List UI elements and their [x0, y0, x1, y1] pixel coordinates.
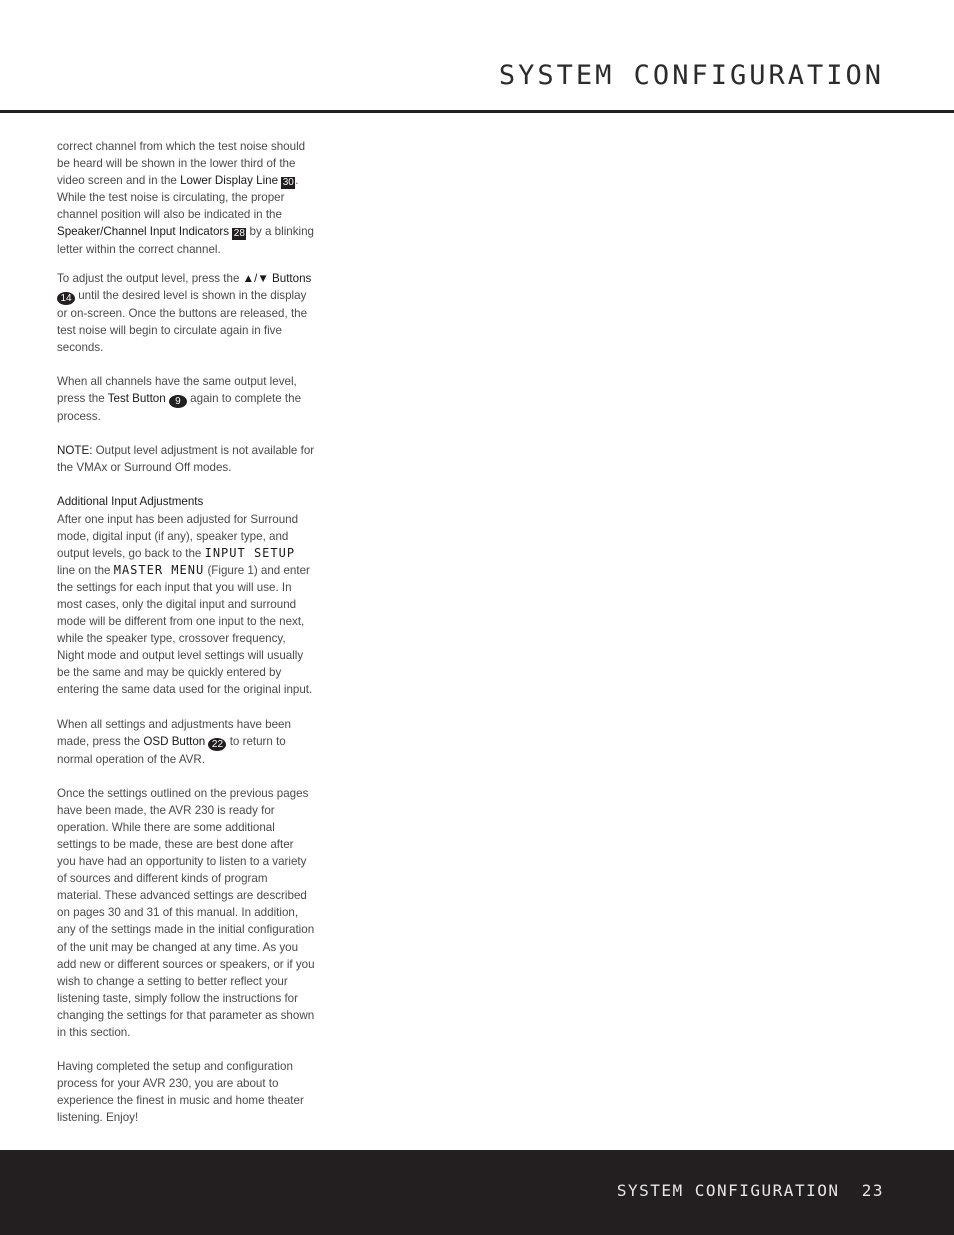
text: After one input has been adjusted for Surround mode, digital input (if any), speaker type, and output levels, go back to the [57, 512, 299, 560]
paragraph-osd-button [57, 716, 315, 768]
text: line on the [57, 563, 114, 577]
text: To adjust the output level, press the [57, 271, 243, 285]
paragraph-enjoy [57, 1058, 315, 1126]
footer-bar [0, 1150, 954, 1235]
text: Once the settings outlined on the previous pages have been made, the AVR 230 is ready for operation. While there are some additional settings to be made, these are best done after you have had an opportunity to listen to a variety of sources and different kinds of program material. These advanced settings are described on pages 30 and 31 of this manual. In addition, any of the settings made in the initial configuration of the unit may be changed at any time. As you add new or different sources or speakers, or if you wish to change a setting to better reflect your listening taste, simply follow the instructions for changing the settings for that parameter as shown in this section. [57, 786, 315, 1040]
text: (Figure 1) and enter the settings for each input that you will use. In most cases, only the digital input and surround mode will be different from one input to the next, while the speaker type, crossover frequency, Night mode and output level settings will usually be the same and may be quickly entered by entering the same data used for the original input. [57, 563, 313, 697]
lower-display-line-ref: Lower Display Line [180, 174, 279, 188]
page-number: 23 [861, 1181, 884, 1200]
text: to return to normal operation of the AVR. [57, 734, 286, 766]
text: Output level adjustment is not available for the VMAx or Surround Off modes. [57, 444, 315, 475]
paragraph-adjust-level [57, 270, 315, 356]
text: again to complete the process. [57, 392, 302, 424]
arrow-buttons-ref: ▲/▼ Buttons [242, 271, 312, 285]
text: until the desired level is shown in the display or on-screen. Once the buttons are released, the test noise will begin to circulate again in five seconds. [57, 288, 308, 354]
paragraph-test-button [57, 373, 315, 425]
callout-number: 9 [169, 395, 187, 408]
text: . While the test noise is circulating, the proper channel position will also be indicated in the [57, 174, 299, 222]
footer-text [617, 1181, 884, 1200]
text-column [57, 138, 315, 1144]
callout-number: 14 [57, 292, 75, 305]
note-label: NOTE: [57, 444, 93, 458]
page-title: SYSTEM CONFIGURATION [498, 60, 884, 91]
title-rule [0, 110, 954, 113]
test-button-ref: Test Button [107, 392, 166, 406]
text: correct channel from which the test noise should be heard will be shown in the lower third of the video screen and in the [57, 140, 306, 188]
text: When all channels have the same output level, press the [57, 375, 297, 406]
master-menu-display: MASTER MENU [113, 562, 205, 577]
text: When all settings and adjustments have been made, press the [57, 717, 291, 748]
footer-section-title: SYSTEM CONFIGURATION [616, 1181, 840, 1200]
osd-button-ref: OSD Button [143, 734, 206, 748]
paragraph-channel-indicator [57, 138, 315, 258]
speaker-indicators-ref: Speaker/Channel Input Indicators [57, 225, 230, 239]
callout-number: 22 [208, 738, 226, 751]
callout-number: 30 [282, 177, 294, 189]
input-setup-display: INPUT SETUP [204, 545, 296, 560]
section-heading: Additional Input Adjustments [57, 495, 204, 509]
paragraph-note [57, 442, 315, 476]
paragraph-additional-input [57, 493, 315, 698]
callout-number: 28 [233, 228, 245, 240]
text: Having completed the setup and configuration process for your AVR 230, you are about to experience the finest in music and home theater listening. Enjoy! [57, 1060, 304, 1125]
paragraph-ready [57, 785, 315, 1041]
text: by a blinking letter within the correct channel. [57, 225, 314, 256]
